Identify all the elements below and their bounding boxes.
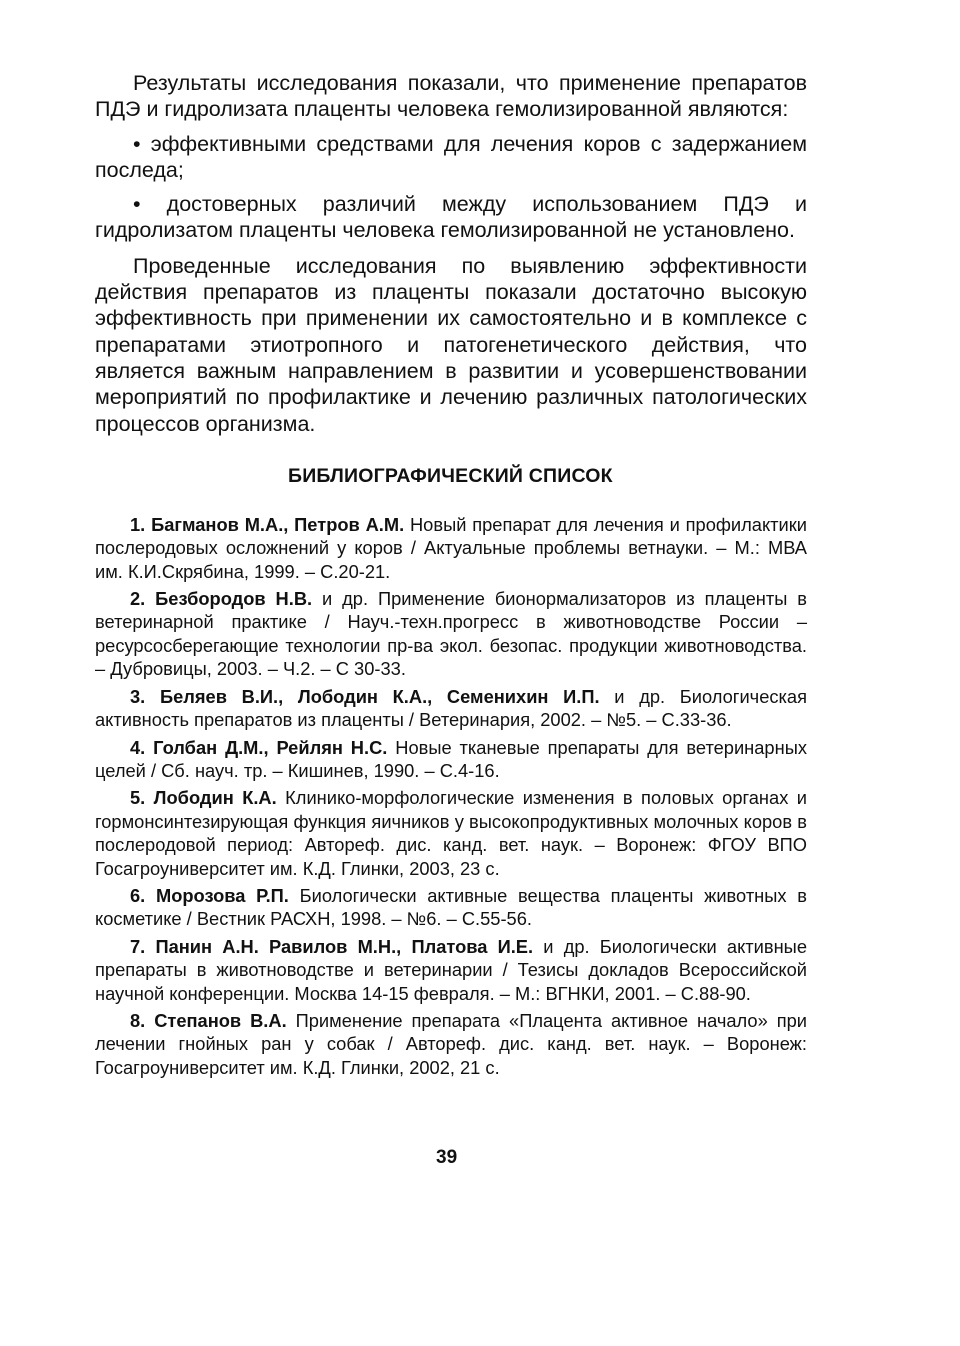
entry-authors: Беляев В.И., Лободин К.А., Семенихин И.П. [159, 685, 600, 707]
entry-authors: Голбан Д.М., Рейлян Н.С. [153, 736, 388, 758]
entry-authors: Багманов М.А., Петров А.М. [151, 513, 405, 535]
entry-text: Применение препарата «Плацента активное начало» при лечении гнойных ран у собак / Автореф. дис. канд. вет. наук. – Воронеж: Госагроуниверситет им. К.Д. Глинки, 2002, 21 с. [95, 1009, 807, 1078]
results-paragraph: Результаты исследования показали, что применение препаратов ПДЭ и гидролизата плаценты человека гемолизированной являются: [95, 71, 807, 122]
entry-text: и др. Биологически активные препараты в животноводстве и ветеринарии / Тезисы докладов Всероссийской научной конференции. Москва 14-15 февраля. – М.: ВГНКИ, 2001. – С.88-90. [95, 935, 807, 1004]
bibliography-entry [95, 513, 807, 583]
entry-text: и др. Применение бионормализаторов из плаценты в ветеринарной практике / Науч.-техн.прогресс в животноводстве России – ресурсосберегающие технологии пр-ва экол. безопас. продукции животноводства. – Дубровицы, 2003. – Ч.2. – С 30-33. [95, 588, 807, 680]
entry-number: 6. [130, 884, 146, 906]
entry-text: Клинико-морфологические изменения в половых органах и гормонсинтезирующая функция яичников у высокопродуктивных молочных коров в послеродовой период: Автореф. дис. канд. вет. наук. – Воронеж: ФГОУ ВПО Госагроуниверситет им. К.Д. Глинки, 2003, 23 с. [95, 787, 807, 879]
entry-text: Биологически активные вещества плаценты животных в косметике / Вестник РАСХН, 1998. – №6. – С.55-56. [95, 884, 807, 930]
bibliography-entry [95, 884, 807, 931]
bullet-item: • эффективными средствами для лечения коров с задержанием последа; [95, 131, 807, 182]
bibliography-entry [95, 935, 807, 1005]
entry-number: 2. [130, 588, 146, 610]
entry-authors: Степанов В.А. [154, 1009, 287, 1031]
entry-number: 1. [130, 513, 146, 535]
entry-authors: Панин А.Н. Равилов М.Н., Платова И.Е. [155, 935, 534, 957]
entry-authors: Лободин К.А. [153, 787, 277, 809]
bibliography-entry [95, 685, 807, 732]
bibliography-entry [95, 736, 807, 783]
bibliography-entry [95, 587, 807, 681]
entry-authors: Морозова Р.П. [155, 884, 289, 906]
entry-text: и др. Биологическая активность препаратов из плаценты / Ветеринария, 2002. – №5. – С.33-36. [95, 685, 807, 731]
document-page [95, 70, 807, 1083]
bibliography-entry [95, 1009, 807, 1079]
entry-number: 8. [130, 1009, 146, 1031]
entry-number: 4. [130, 736, 146, 758]
entry-number: 7. [130, 935, 146, 957]
conclusion-paragraph: Проведенные исследования по выявлению эффективности действия препаратов из плаценты показали достаточно высокую эффективность при применении их самостоятельно и в комплексе с препаратами этиотропного и патогенетического действия, что является важным направлением в развитии и усовершенствовании мероприятий по профилактике и лечению различных патологических процессов организма. [95, 253, 807, 436]
entry-number: 3. [130, 685, 146, 707]
bullet-item: • достоверных различий между использованием ПДЭ и гидролизатом плаценты человека гемолизированной не установлено. [95, 192, 807, 243]
entry-number: 5. [130, 787, 146, 809]
page-number: 39 [436, 1147, 458, 1168]
bibliography-entry [95, 786, 807, 880]
entry-text: Новые тканевые препараты для ветеринарных целей / Сб. науч. тр. – Кишинев, 1990. – С.4-16. [95, 736, 807, 781]
bibliography-heading: БИБЛИОГРАФИЧЕСКИЙ СПИСОК [288, 464, 613, 487]
entry-authors: Безбородов Н.В. [155, 588, 313, 610]
entry-text: Новый препарат для лечения и профилактики послеродовых осложнений у коров / Актуальные проблемы ветнауки. – М.: МВА им. К.И.Скрябина, 1999. – С.20-21. [95, 513, 807, 582]
bibliography-list [95, 513, 807, 1079]
